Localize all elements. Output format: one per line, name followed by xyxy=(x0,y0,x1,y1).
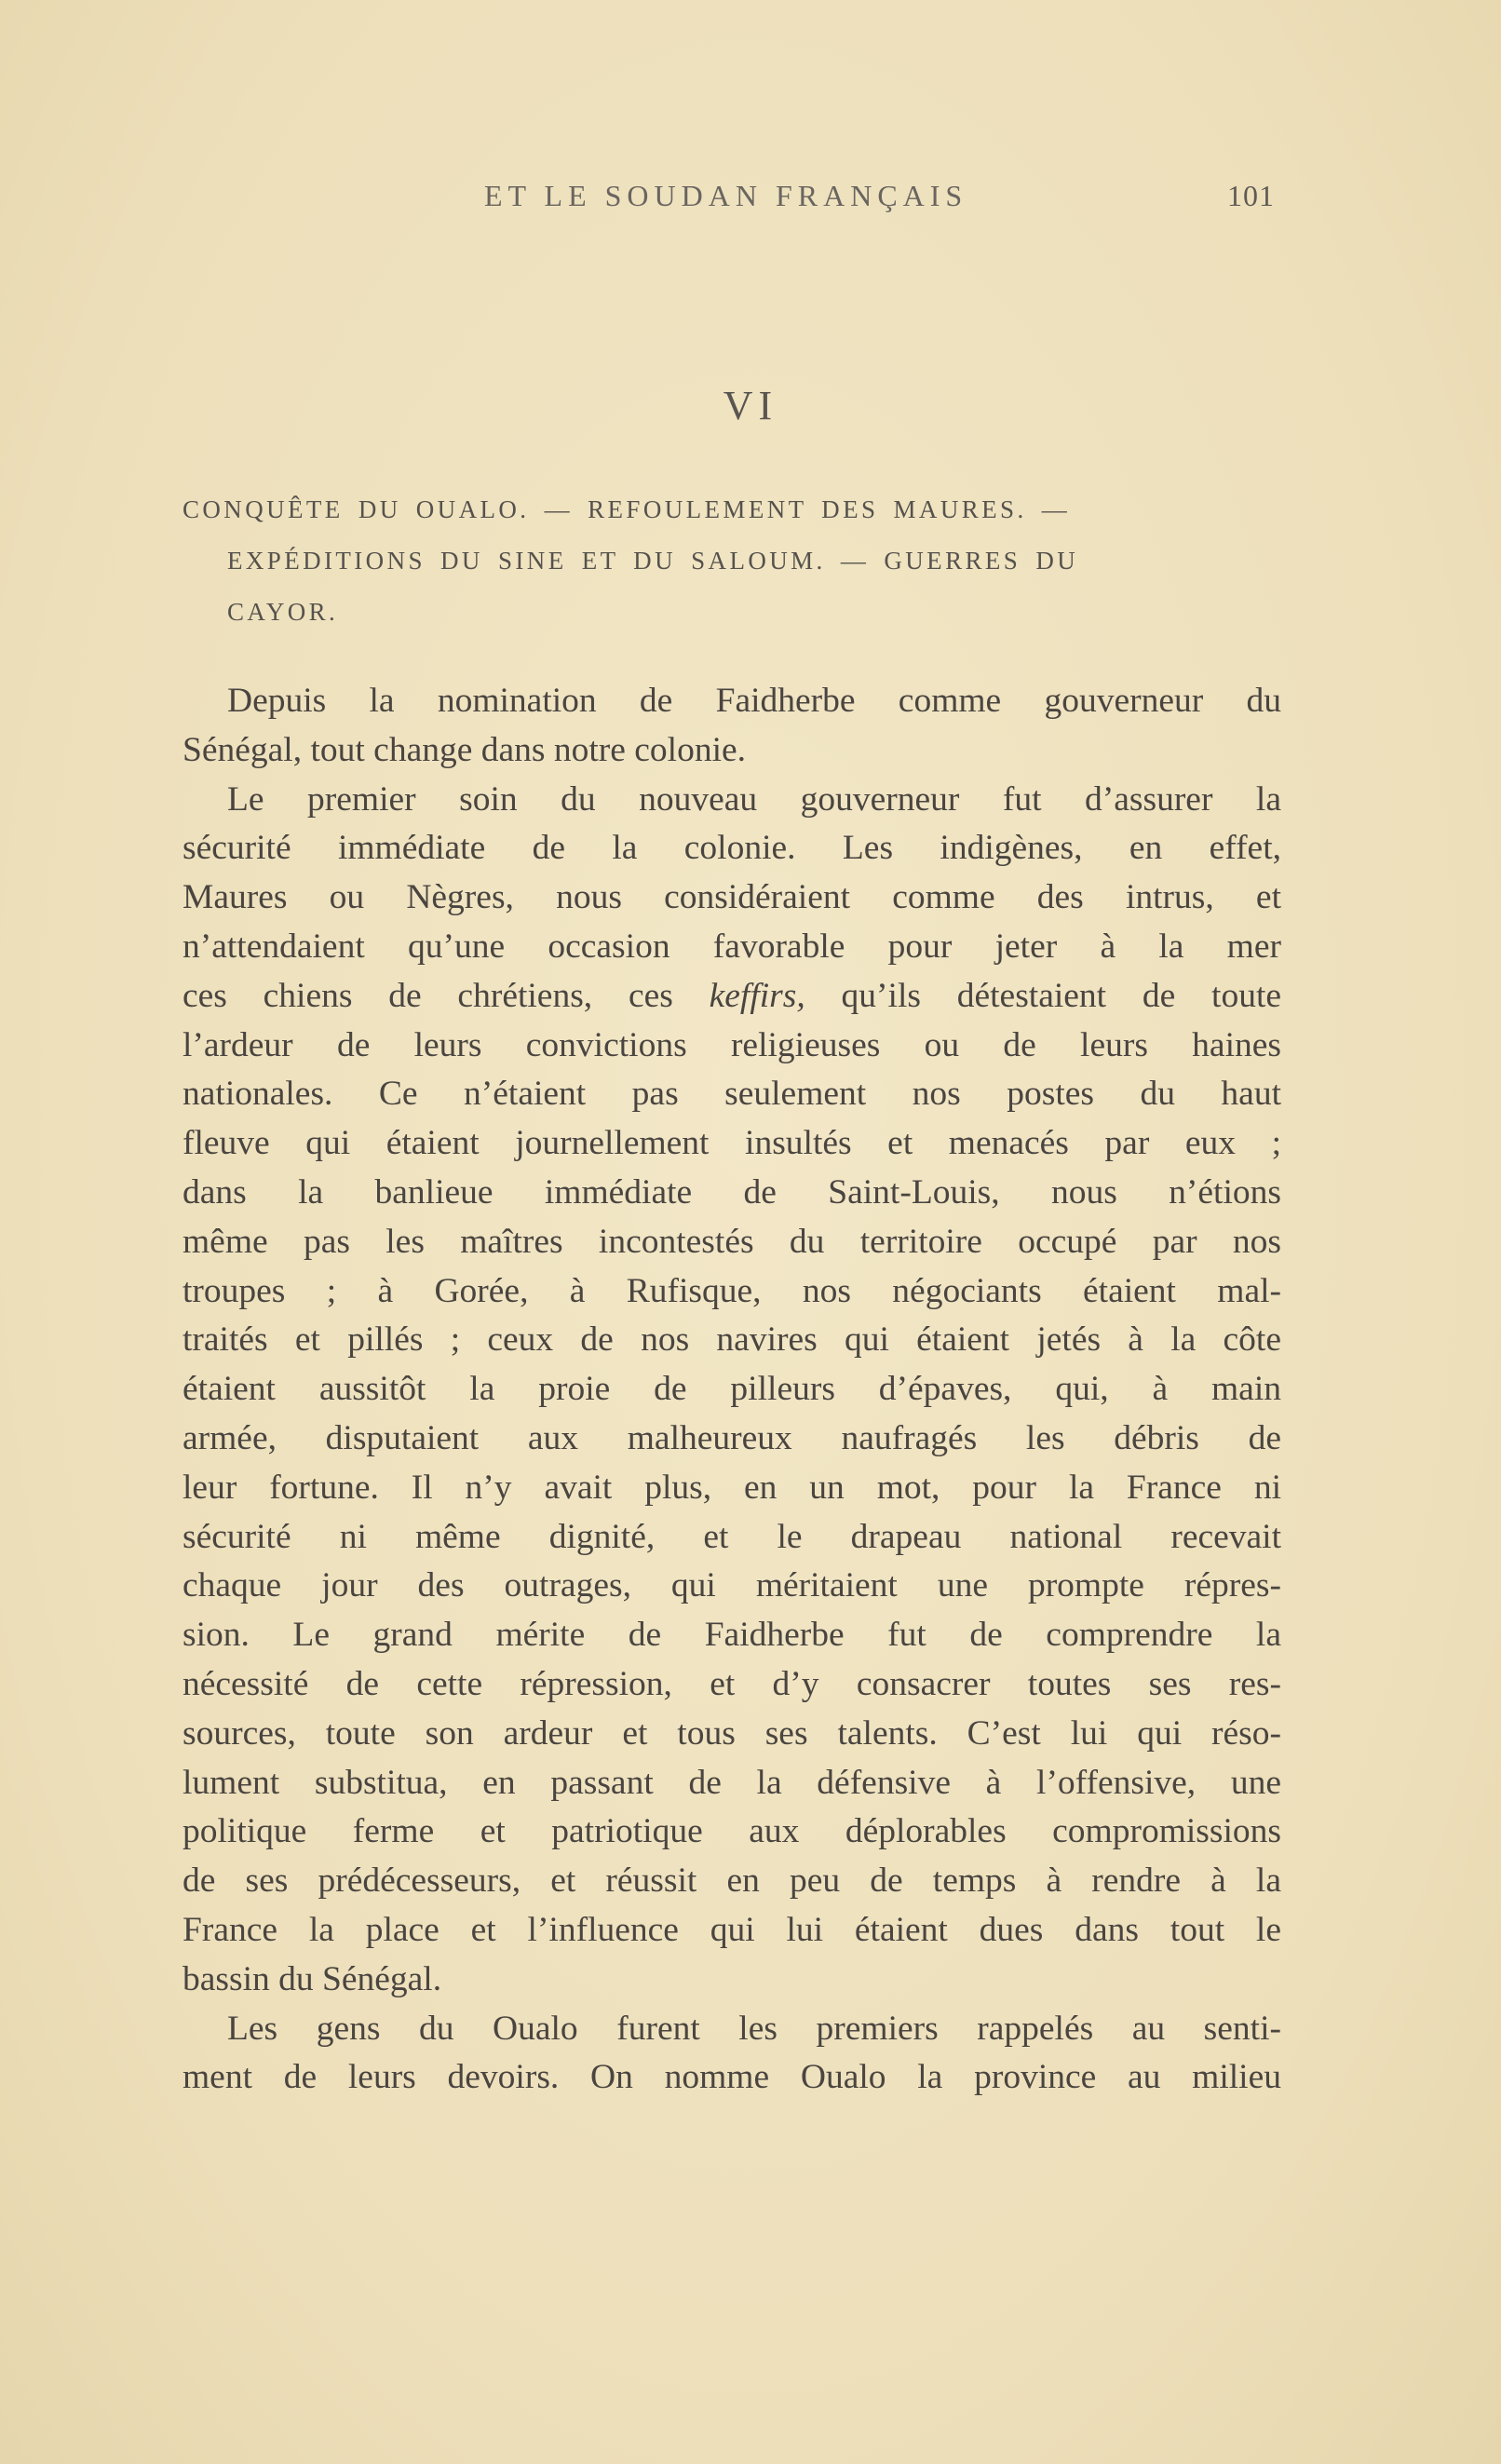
text-line: chaque jour des outrages, qui méritaient une prompte répres- xyxy=(183,1566,1281,1605)
page-number: 101 xyxy=(1227,179,1275,212)
text-segment: qu’ils détestaient de toute xyxy=(841,976,1282,1015)
text-line: Sénégal, tout change dans notre colonie. xyxy=(183,730,747,769)
summary-line: CONQUÊTE DU OUALO. — REFOULEMENT DES MAURES. — xyxy=(183,495,1071,523)
text-line: fleuve qui étaient journellement insultés et menacés par eux ; xyxy=(183,1124,1281,1163)
text-line: de ses prédécesseurs, et réussit en peu de temps à rendre à la xyxy=(183,1862,1281,1901)
text-line: nécessité de cette répression, et d’y consacrer toutes ses res- xyxy=(183,1664,1281,1703)
text-line: Le premier soin du nouveau gouverneur fut d’assurer la xyxy=(227,779,1281,819)
text-line: Maures ou Nègres, nous considéraient comme des intrus, et xyxy=(183,878,1281,917)
text-line: politique ferme et patriotique aux déplorables compromissions xyxy=(183,1812,1281,1851)
text-line: ment de leurs devoirs. On nomme Oualo la province au milieu xyxy=(183,2058,1281,2097)
text-line: armée, disputaient aux malheureux naufragés les débris de xyxy=(183,1418,1281,1457)
text-line: sion. Le grand mérite de Faidherbe fut de comprendre la xyxy=(183,1616,1281,1655)
summary-line: EXPÉDITIONS DU SINE ET DU SALOUM. — GUERRES DU xyxy=(227,547,1079,575)
text-line xyxy=(183,972,1281,1022)
text-line: même pas les maîtres incontestés du territoire occupé par nos xyxy=(183,1222,1281,1261)
text-line: n’attendaient qu’une occasion favorable pour jeter à la mer xyxy=(183,927,1281,966)
text-line: bassin du Sénégal. xyxy=(183,1959,442,1998)
text-line: l’ardeur de leurs convictions religieuses ou de leurs haines xyxy=(183,1025,1281,1064)
italic-word-keffirs: keffirs, xyxy=(709,976,805,1015)
body-text xyxy=(183,677,1281,2103)
text-line: sécurité immédiate de la colonie. Les indigènes, en effet, xyxy=(183,829,1281,868)
text-segment: ces chiens de chrétiens, ces xyxy=(183,976,673,1015)
text-line: troupes ; à Gorée, à Rufisque, nos négociants étaient mal- xyxy=(183,1271,1281,1310)
text-line: nationales. Ce n’étaient pas seulement nos postes du haut xyxy=(183,1075,1281,1114)
text-line: leur fortune. Il n’y avait plus, en un mot, pour la France ni xyxy=(183,1468,1281,1507)
chapter-summary xyxy=(183,484,1285,638)
text-line: dans la banlieue immédiate de Saint-Louis, nous n’étions xyxy=(183,1172,1281,1212)
text-line: lument substitua, en passant de la défensive à l’offensive, une xyxy=(183,1763,1281,1802)
text-line: étaient aussitôt la proie de pilleurs d’épaves, qui, à main xyxy=(183,1370,1281,1409)
text-line: Les gens du Oualo furent les premiers rappelés au senti- xyxy=(227,2009,1281,2048)
text-line: sources, toute son ardeur et tous ses talents. C’est lui qui réso- xyxy=(183,1713,1281,1753)
text-line: traités et pillés ; ceux de nos navires qui étaient jetés à la côte xyxy=(183,1320,1281,1360)
summary-line: CAYOR. xyxy=(227,598,339,626)
text-line: sécurité ni même dignité, et le drapeau national recevait xyxy=(183,1517,1281,1556)
chapter-number: VI xyxy=(723,383,778,428)
running-title: ET LE SOUDAN FRANÇAIS xyxy=(484,179,968,212)
text-line: Depuis la nomination de Faidherbe comme gouverneur du xyxy=(227,682,1281,720)
text-line: France la place et l’influence qui lui étaient dues dans tout le xyxy=(183,1910,1281,1949)
running-head xyxy=(0,179,1501,222)
